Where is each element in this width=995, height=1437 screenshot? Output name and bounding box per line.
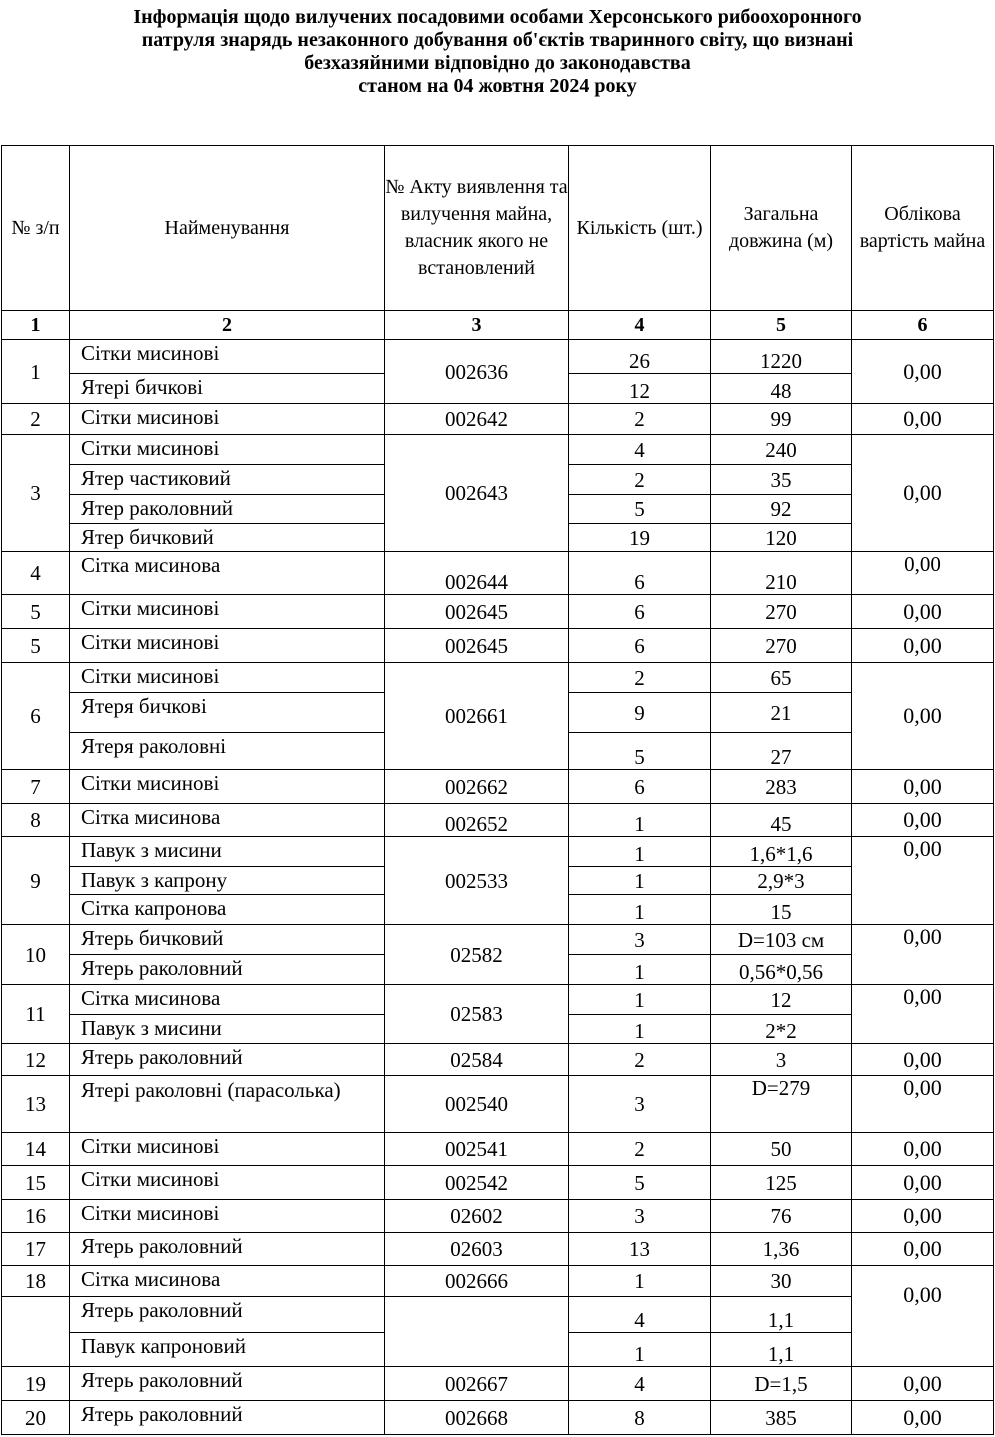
table-row [2,1367,994,1401]
item-quantity: 1 [569,1266,711,1297]
item-name: Сітки мисинові [70,595,385,629]
item-name: Ятері раколовні (парасолька) [70,1076,385,1133]
item-name: Павук капроновий [70,1333,385,1367]
item-name: Ятер раколовний [70,495,385,524]
item-quantity: 4 [569,435,711,465]
table-row [2,1297,994,1333]
item-length: 210 [711,552,852,595]
table-row [2,837,994,867]
item-quantity: 5 [569,495,711,524]
item-quantity: 1 [569,804,711,837]
item-length: 48 [711,374,852,404]
item-quantity: 1 [569,1333,711,1367]
item-name: Сітка мисинова [70,804,385,837]
act-number: 002645 [385,629,569,663]
act-number: 002643 [385,435,569,552]
item-value: 0,00 [852,1076,994,1133]
item-name: Сітки мисинові [70,770,385,804]
item-value: 0,00 [852,985,994,1044]
item-value: 0,00 [852,404,994,435]
item-quantity: 6 [569,595,711,629]
item-name: Сітка мисинова [70,985,385,1015]
item-name: Ятерь раколовний [70,1233,385,1266]
item-value: 0,00 [852,925,994,985]
row-number: 6 [2,663,70,770]
column-number: 3 [385,311,569,340]
table-row [2,1133,994,1166]
item-length: 240 [711,435,852,465]
item-name: Сітки мисинові [70,1200,385,1233]
item-length: 35 [711,465,852,495]
act-number: 02602 [385,1200,569,1233]
item-value: 0,00 [852,1200,994,1233]
item-name: Сітки мисинові [70,629,385,663]
confiscated-items-table [1,145,994,1435]
item-quantity: 1 [569,895,711,925]
item-value: 0,00 [852,804,994,837]
item-name: Ятеря раколовні [70,733,385,770]
item-length: D=1,5 [711,1367,852,1401]
item-length: 45 [711,804,852,837]
table-row [2,595,994,629]
item-length: D=279 [711,1076,852,1133]
column-number: 5 [711,311,852,340]
item-length: 92 [711,495,852,524]
act-number: 002667 [385,1367,569,1401]
item-quantity: 2 [569,1044,711,1076]
item-name: Сітка мисинова [70,552,385,595]
item-quantity: 1 [569,955,711,985]
header-row [2,146,994,311]
table-row [2,1233,994,1266]
item-quantity: 6 [569,629,711,663]
item-value: 0,00 [852,1166,994,1200]
title-line-1: Інформація щодо вилучених посадовими особами Херсонського рибоохоронного [133,6,862,28]
act-number: 002533 [385,837,569,925]
table-row [2,404,994,435]
item-name: Ятерь раколовний [70,955,385,985]
header-value: Облікова вартість майна [852,146,994,311]
table-row [2,340,994,374]
item-length: 120 [711,524,852,552]
item-quantity: 2 [569,663,711,693]
table-row [2,1200,994,1233]
row-number: 13 [2,1076,70,1133]
row-number: 11 [2,985,70,1044]
item-quantity: 1 [569,867,711,895]
item-name: Ятер частиковий [70,465,385,495]
act-number: 002541 [385,1133,569,1166]
item-length: 1,1 [711,1333,852,1367]
item-length: 76 [711,1200,852,1233]
row-number: 2 [2,404,70,435]
item-value: 0,00 [852,552,994,595]
item-name: Сітки мисинові [70,404,385,435]
row-number-empty [2,1297,70,1367]
item-value: 0,00 [852,340,994,404]
item-name: Павук з капрону [70,867,385,895]
row-number: 15 [2,1166,70,1200]
item-quantity: 1 [569,837,711,867]
item-quantity: 4 [569,1367,711,1401]
item-name: Сітки мисинові [70,340,385,374]
item-quantity: 2 [569,404,711,435]
item-length: 2*2 [711,1015,852,1044]
act-number: 002540 [385,1076,569,1133]
table-row [2,1076,994,1133]
item-value: 0,00 [852,1133,994,1166]
item-quantity: 2 [569,1133,711,1166]
item-name: Ятері бичкові [70,374,385,404]
row-number: 17 [2,1233,70,1266]
document-title [0,6,995,98]
item-quantity: 13 [569,1233,711,1266]
item-name: Ятерь бичковий [70,925,385,955]
item-value: 0,00 [852,629,994,663]
item-length: 65 [711,663,852,693]
row-number: 8 [2,804,70,837]
item-length: 15 [711,895,852,925]
item-length: 125 [711,1166,852,1200]
item-name: Павук з мисини [70,837,385,867]
item-quantity: 9 [569,693,711,733]
item-name: Ятеря бичкові [70,693,385,733]
table-row [2,552,994,595]
item-length: 1,36 [711,1233,852,1266]
column-number: 1 [2,311,70,340]
row-number: 9 [2,837,70,925]
act-number-empty [385,1297,569,1367]
item-name: Сітка капронова [70,895,385,925]
item-quantity: 3 [569,1200,711,1233]
item-length: 270 [711,595,852,629]
item-length: D=103 см [711,925,852,955]
item-quantity: 2 [569,465,711,495]
act-number: 02582 [385,925,569,985]
item-quantity: 4 [569,1297,711,1333]
item-quantity: 6 [569,552,711,595]
item-quantity: 1 [569,985,711,1015]
title-line-2: патруля знарядь незаконного добування об'єктів тваринного світу, що визнані [141,29,854,51]
row-number: 20 [2,1401,70,1435]
item-quantity: 6 [569,770,711,804]
act-number: 002645 [385,595,569,629]
table-row [2,985,994,1015]
item-length: 99 [711,404,852,435]
act-number: 002661 [385,663,569,770]
table-row [2,663,994,693]
item-name: Павук з мисини [70,1015,385,1044]
row-number: 4 [2,552,70,595]
act-number: 02603 [385,1233,569,1266]
row-number: 5 [2,629,70,663]
table-row [2,925,994,955]
item-value: 0,00 [852,1401,994,1435]
header-act: № Акту виявлення та вилучення майна, власник якого не встановлений [385,146,569,311]
item-length: 3 [711,1044,852,1076]
item-length: 50 [711,1133,852,1166]
row-number: 19 [2,1367,70,1401]
row-number: 1 [2,340,70,404]
header-length: Загальна довжина (м) [711,146,852,311]
item-length: 12 [711,985,852,1015]
item-value: 0,00 [852,435,994,552]
item-length: 0,56*0,56 [711,955,852,985]
header-number: № з/п [2,146,70,311]
item-value: 0,00 [852,837,994,925]
item-quantity: 12 [569,374,711,404]
item-value: 0,00 [852,595,994,629]
item-length: 2,9*3 [711,867,852,895]
header-quantity: Кількість (шт.) [569,146,711,311]
item-name: Ятерь раколовний [70,1367,385,1401]
column-number-row [2,311,994,340]
row-number: 5 [2,595,70,629]
act-number: 002666 [385,1266,569,1297]
item-name: Ятерь раколовний [70,1401,385,1435]
item-name: Ятерь раколовний [70,1044,385,1076]
item-length: 1220 [711,340,852,374]
item-value: 0,00 [852,770,994,804]
act-number: 002668 [385,1401,569,1435]
act-number: 02584 [385,1044,569,1076]
item-quantity: 26 [569,340,711,374]
item-name: Сітки мисинові [70,1133,385,1166]
act-number: 002662 [385,770,569,804]
item-value: 0,00 [852,1233,994,1266]
item-quantity: 3 [569,925,711,955]
item-name: Ятер бичковий [70,524,385,552]
item-length: 270 [711,629,852,663]
item-length: 30 [711,1266,852,1297]
item-quantity: 19 [569,524,711,552]
act-number: 002636 [385,340,569,404]
item-name: Сітка мисинова [70,1266,385,1297]
item-length: 385 [711,1401,852,1435]
column-number: 4 [569,311,711,340]
act-number: 002542 [385,1166,569,1200]
row-number: 3 [2,435,70,552]
item-quantity: 5 [569,1166,711,1200]
title-line-3: безхазяйними відповідно до законодавства [304,52,691,74]
table-row [2,1044,994,1076]
table-row [2,629,994,663]
table-row [2,770,994,804]
column-number: 6 [852,311,994,340]
item-quantity: 8 [569,1401,711,1435]
item-length: 1,1 [711,1297,852,1333]
item-name: Сітки мисинові [70,1166,385,1200]
title-line-4: станом на 04 жовтня 2024 року [358,75,637,97]
item-value: 0,00 [852,1266,994,1367]
item-value: 0,00 [852,1367,994,1401]
table-row [2,1266,994,1297]
row-number: 10 [2,925,70,985]
table-row [2,804,994,837]
item-quantity: 3 [569,1076,711,1133]
item-name: Сітки мисинові [70,663,385,693]
row-number: 7 [2,770,70,804]
item-name: Сітки мисинові [70,435,385,465]
item-length: 283 [711,770,852,804]
act-number: 002642 [385,404,569,435]
item-length: 1,6*1,6 [711,837,852,867]
item-value: 0,00 [852,1044,994,1076]
row-number: 16 [2,1200,70,1233]
item-name: Ятерь раколовний [70,1297,385,1333]
column-number: 2 [70,311,385,340]
item-quantity: 1 [569,1015,711,1044]
act-number: 002652 [385,804,569,837]
row-number: 12 [2,1044,70,1076]
table-row [2,435,994,465]
table-row [2,1166,994,1200]
table-row [2,1401,994,1435]
header-name: Найменування [70,146,385,311]
item-length: 21 [711,693,852,733]
item-value: 0,00 [852,663,994,770]
act-number: 02583 [385,985,569,1044]
row-number: 18 [2,1266,70,1297]
item-length: 27 [711,733,852,770]
row-number: 14 [2,1133,70,1166]
item-quantity: 5 [569,733,711,770]
act-number: 002644 [385,552,569,595]
